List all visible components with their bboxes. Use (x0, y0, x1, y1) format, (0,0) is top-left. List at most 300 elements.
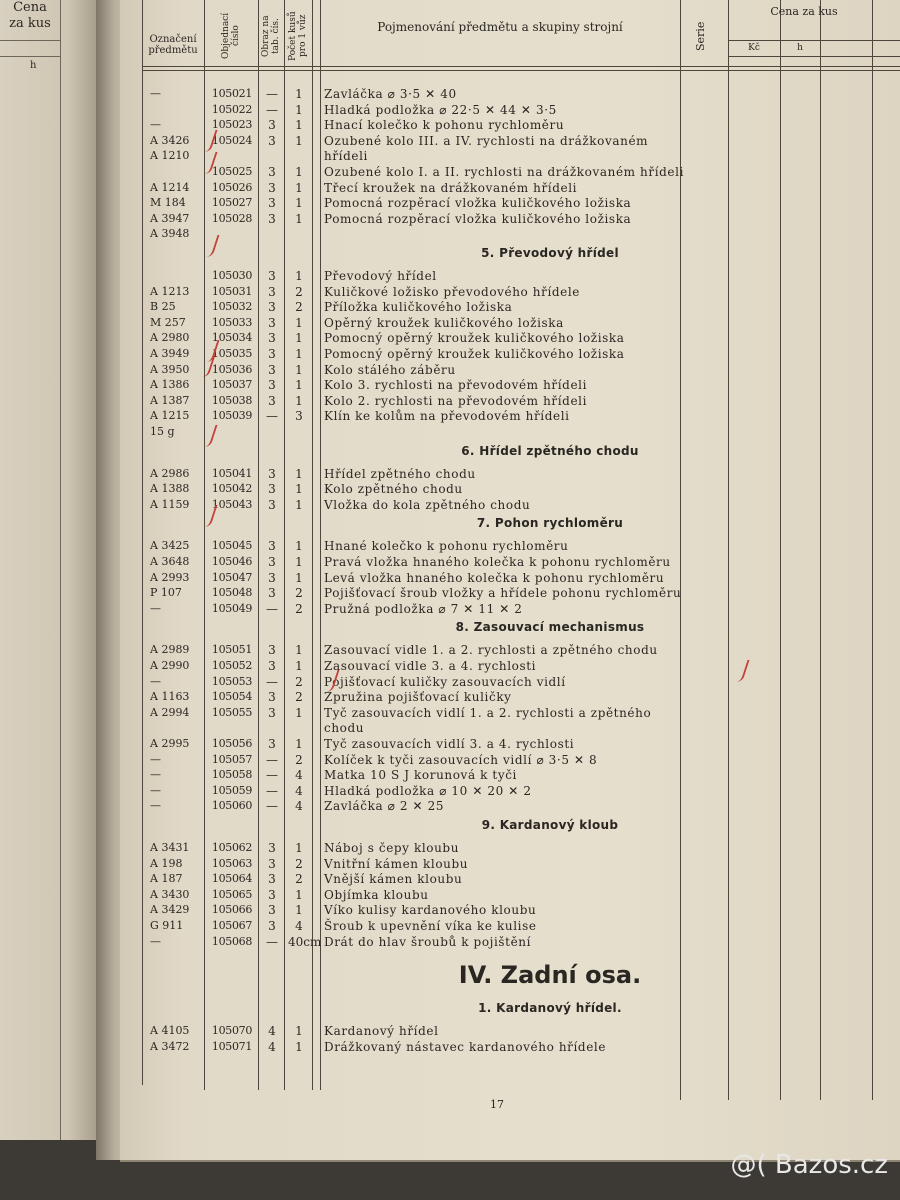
quantity-per-car: 2 (295, 872, 303, 887)
left-page (0, 0, 96, 1140)
part-name: Hnací kolečko k pohonu rychloměru (324, 118, 565, 133)
part-designation: A 187 (150, 872, 183, 886)
table-row (120, 642, 900, 658)
part-name: Pomocná rozpěrací vložka kuličkového ložiska (324, 211, 632, 226)
quantity-per-car: 2 (295, 300, 303, 315)
figure-number: 3 (268, 856, 276, 871)
part-name: Pomocná rozpěrací vložka kuličkového ložiska (324, 196, 632, 211)
part-name: Zpružina pojišťovací kuličky (324, 690, 512, 705)
order-number: 105041 (211, 466, 253, 480)
figure-number: 3 (268, 378, 276, 393)
order-number: 105030 (211, 269, 253, 282)
part-designation: B 25 (150, 300, 176, 314)
figure-number: 3 (268, 118, 276, 133)
part-name: Tyč zasouvacích vidlí 3. a 4. rychlosti (324, 737, 575, 751)
order-number: 105025 (211, 165, 253, 178)
table-row (120, 226, 900, 242)
section-title: 6. Hřídel zpětného chodu (461, 443, 639, 458)
order-number: 105032 (211, 300, 253, 314)
part-name: Kolo stálého záběru (324, 362, 456, 377)
part-name: Ozubené kolo III. a IV. rychlosti na drážkovaném (324, 133, 649, 148)
table-row (120, 934, 900, 950)
part-designation: A 3950 (150, 362, 190, 376)
left-page-header-line (0, 40, 60, 41)
table-row (120, 497, 900, 513)
part-name: Hladká podložka ⌀ 22·5 ✕ 44 ✕ 3·5 (324, 102, 557, 117)
figure-number: — (266, 102, 278, 117)
order-number: 105036 (211, 362, 253, 376)
order-number: 105042 (211, 482, 253, 496)
table-row (120, 346, 900, 362)
quantity-per-car: 1 (295, 393, 303, 408)
quantity-per-car: 40cm (288, 934, 322, 949)
part-name: Hladká podložka ⌀ 10 ✕ 20 ✕ 2 (324, 783, 532, 798)
table-row (120, 268, 900, 284)
table-row (120, 601, 900, 617)
header-serie: Serie (694, 21, 707, 51)
part-designation: — (150, 768, 161, 782)
figure-number: 3 (268, 570, 276, 585)
part-designation: A 1386 (150, 378, 190, 392)
table-row (120, 362, 900, 378)
part-name: Drát do hlav šroubů k pojištění (324, 934, 532, 949)
table-row (120, 871, 900, 887)
quantity-per-car: 1 (295, 737, 303, 751)
figure-number: 4 (268, 1039, 276, 1054)
quantity-per-car: 1 (295, 466, 303, 481)
part-name: Hnané kolečko k pohonu rychloměru (324, 539, 569, 554)
figure-number: — (266, 674, 278, 689)
part-designation: A 2986 (150, 466, 190, 480)
quantity-per-car: 1 (295, 482, 303, 497)
table-row (120, 538, 900, 554)
quantity-per-car: 4 (295, 768, 303, 783)
table-row (120, 117, 900, 133)
figure-number: — (266, 799, 278, 814)
figure-number: 3 (268, 586, 276, 601)
part-name: Příložka kuličkového ložiska (324, 300, 513, 315)
table-row (120, 424, 900, 440)
part-designation: A 1163 (150, 690, 190, 704)
quantity-per-car: 1 (295, 269, 303, 283)
header-rule (142, 70, 900, 71)
table-row (120, 408, 900, 424)
part-designation: A 2990 (150, 659, 190, 672)
left-page-header: Cena za kus (9, 0, 51, 31)
part-designation: — (150, 934, 161, 948)
header-pocet: Počet kusů pro 1 vůz (288, 11, 308, 61)
part-name: chodu (324, 721, 365, 736)
quantity-per-car: 1 (295, 133, 303, 148)
quantity-per-car: 1 (295, 1024, 303, 1039)
figure-number: 3 (268, 555, 276, 569)
part-name: Zasouvací vidle 1. a 2. rychlosti a zpětného chodu (324, 643, 658, 658)
table-row (120, 195, 900, 211)
table-row (120, 377, 900, 393)
figure-number: 3 (268, 841, 276, 855)
table-row (120, 180, 900, 196)
quantity-per-car: 2 (295, 601, 303, 616)
quantity-per-car: 1 (295, 378, 303, 393)
figure-number: 3 (268, 315, 276, 330)
part-name: Objímka kloubu (324, 887, 429, 902)
part-designation: A 3431 (150, 841, 190, 854)
order-number: 105046 (211, 555, 253, 568)
order-number: 105028 (211, 211, 253, 225)
part-designation: A 2995 (150, 737, 190, 750)
order-number: 105031 (211, 284, 253, 298)
table-row (120, 736, 900, 752)
quantity-per-car: 4 (295, 799, 303, 814)
figure-number: 4 (268, 1024, 276, 1039)
order-number: 105021 (211, 87, 253, 100)
part-name: Náboj s čepy kloubu (324, 841, 460, 855)
header-h: h (797, 43, 803, 53)
quantity-per-car: 1 (295, 347, 303, 361)
part-designation: A 3948 (150, 227, 190, 241)
quantity-per-car: 1 (295, 211, 303, 226)
order-number: 105054 (211, 690, 253, 704)
quantity-per-car: 2 (295, 586, 303, 601)
figure-number: 3 (268, 362, 276, 377)
order-number: 105048 (211, 586, 253, 600)
order-number: 105070 (211, 1024, 253, 1038)
section-title: 7. Pohon rychloměru (476, 516, 624, 531)
table-row (120, 705, 900, 721)
figure-number: 3 (268, 180, 276, 195)
figure-number: 3 (268, 466, 276, 481)
order-number: 105024 (211, 133, 253, 147)
figure-number: 3 (268, 133, 276, 148)
quantity-per-car: 3 (295, 409, 303, 424)
header-objednaci: Objednací číslo (221, 12, 241, 60)
section-title: 8. Zasouvací mechanismus (455, 620, 645, 635)
part-name: Ozubené kolo I. a II. rychlosti na drážkovaném hřídeli (324, 165, 685, 179)
table-row (120, 1023, 900, 1039)
part-name: Kolo zpětného chodu (324, 482, 463, 497)
part-name: Vložka do kola zpětného chodu (324, 497, 531, 512)
figure-number: 3 (268, 165, 276, 179)
chapter-title: IV. Zadní osa. (458, 961, 642, 990)
quantity-per-car: 1 (295, 643, 303, 658)
header-rule (728, 40, 900, 41)
quantity-per-car: 1 (295, 497, 303, 512)
part-name: Matka 10 S J korunová k tyči (324, 768, 517, 783)
part-designation: G 911 (150, 919, 184, 932)
part-name: Zavláčka ⌀ 2 ✕ 25 (324, 799, 445, 814)
part-name: Pomocný opěrný kroužek kuličkového ložiska (324, 347, 625, 361)
table-row (120, 902, 900, 918)
part-designation: A 1215 (150, 409, 190, 423)
table-row (120, 798, 900, 814)
part-designation: P 107 (150, 586, 182, 600)
quantity-per-car: 2 (295, 284, 303, 299)
order-number: 105037 (211, 378, 253, 392)
section-title: 5. Převodový hřídel (481, 246, 619, 260)
order-number: 105035 (211, 347, 253, 360)
table-row (120, 148, 900, 164)
section-title: 1. Kardanový hřídel. (478, 1001, 622, 1016)
table-row (120, 856, 900, 872)
part-designation: A 3426 (150, 133, 190, 147)
table-row (120, 1039, 900, 1055)
figure-number: 3 (268, 690, 276, 705)
table-row (120, 783, 900, 799)
quantity-per-car: 2 (295, 752, 303, 767)
figure-number: 3 (268, 482, 276, 497)
quantity-per-car: 1 (295, 539, 303, 554)
quantity-per-car: 1 (295, 165, 303, 179)
table-row (120, 674, 900, 690)
quantity-per-car: 1 (295, 118, 303, 133)
order-number: 105056 (211, 737, 253, 750)
part-name: Zavláčka ⌀ 3·5 ✕ 40 (324, 87, 457, 101)
order-number: 105071 (211, 1039, 253, 1053)
part-designation: — (150, 674, 161, 688)
part-name: Šroub k upevnění víka ke kulise (324, 919, 537, 933)
figure-number: 3 (268, 643, 276, 658)
table-row (120, 330, 900, 346)
table-row (120, 86, 900, 102)
figure-number: — (266, 87, 278, 101)
figure-number: 3 (268, 347, 276, 361)
table-row (120, 689, 900, 705)
part-name: Hřídel zpětného chodu (324, 466, 476, 481)
part-name: Zasouvací vidle 3. a 4. rychlosti (324, 659, 537, 673)
header-oznaceni: Označení předmětu (148, 34, 198, 56)
part-name: Vnitřní kámen kloubu (324, 856, 469, 871)
left-page-subheader: h (30, 60, 37, 71)
quantity-per-car: 1 (295, 331, 303, 346)
header-kc: Kč (748, 43, 760, 53)
table-row (120, 299, 900, 315)
table-row (120, 133, 900, 149)
order-number: 105066 (211, 903, 253, 917)
part-designation: A 3430 (150, 887, 190, 901)
order-number: 105052 (211, 659, 253, 672)
figure-number: — (266, 752, 278, 767)
quantity-per-car: 1 (295, 87, 303, 101)
figure-number: 3 (268, 284, 276, 299)
part-name: Kuličkové ložisko převodového hřídele (324, 284, 581, 299)
part-name: Vnější kámen kloubu (324, 872, 463, 887)
order-number: 105033 (211, 315, 253, 329)
part-name: Pojišťovací kuličky zasouvacích vidlí (324, 674, 566, 689)
catalog-page (120, 0, 900, 1162)
quantity-per-car: 1 (295, 362, 303, 377)
order-number: 105027 (211, 196, 253, 210)
figure-number: — (266, 601, 278, 616)
order-number: 105065 (211, 887, 253, 901)
order-number: 105053 (211, 674, 253, 688)
part-designation: A 2980 (150, 331, 190, 345)
part-designation: A 1388 (150, 482, 190, 496)
part-name: Levá vložka hnaného kolečka k pohonu rychloměru (324, 570, 665, 585)
table-row (120, 887, 900, 903)
quantity-per-car: 2 (295, 856, 303, 871)
quantity-per-car: 1 (295, 659, 303, 673)
part-name: Pružná podložka ⌀ 7 ✕ 11 ✕ 2 (324, 601, 523, 616)
order-number: 105047 (211, 570, 253, 584)
quantity-per-car: 1 (295, 180, 303, 195)
header-cena: Cena za kus (770, 5, 838, 18)
quantity-per-car: 1 (295, 841, 303, 855)
part-designation: A 1213 (150, 284, 190, 298)
table-row (120, 466, 900, 482)
table-row (120, 284, 900, 300)
table-row (120, 658, 900, 674)
order-number: 105063 (211, 856, 253, 870)
part-name: Tyč zasouvacích vidlí 1. a 2. rychlosti a zpětného (324, 705, 652, 720)
table-row (120, 720, 900, 736)
figure-number: — (266, 783, 278, 798)
part-name: Klín ke kolům na převodovém hřídeli (324, 409, 570, 424)
table-row (120, 393, 900, 409)
part-name: Kolo 3. rychlosti na převodovém hřídeli (324, 378, 588, 393)
part-name: Převodový hřídel (324, 269, 437, 283)
figure-number: 3 (268, 887, 276, 902)
quantity-per-car: 1 (295, 315, 303, 330)
table-row (120, 570, 900, 586)
table-row (120, 918, 900, 934)
part-designation: — (150, 799, 161, 813)
table-row (120, 102, 900, 118)
figure-number: 3 (268, 331, 276, 346)
order-number: 105060 (211, 799, 253, 813)
order-number: 105062 (211, 841, 253, 854)
table-row (120, 315, 900, 331)
order-number: 105034 (211, 331, 253, 345)
order-number: 105022 (211, 102, 253, 116)
figure-number: 3 (268, 211, 276, 226)
order-number: 105067 (211, 919, 253, 932)
figure-number: — (266, 934, 278, 949)
table-row (120, 211, 900, 227)
quantity-per-car: 1 (295, 555, 303, 569)
part-designation: 15 g (150, 425, 175, 438)
header-rule (728, 56, 900, 57)
order-number: 105043 (211, 497, 253, 511)
quantity-per-car: 1 (295, 903, 303, 918)
watermark-text: @( Bazos.cz (730, 1150, 888, 1180)
part-designation: A 3425 (150, 539, 190, 553)
part-designation: — (150, 118, 161, 132)
order-number: 105039 (211, 409, 253, 423)
figure-number: 3 (268, 919, 276, 933)
order-number: 105059 (211, 783, 253, 797)
order-number: 105057 (211, 752, 253, 766)
table-row (120, 554, 900, 570)
figure-number: 3 (268, 872, 276, 887)
figure-number: 3 (268, 539, 276, 554)
quantity-per-car: 1 (295, 1039, 303, 1054)
part-designation: A 2994 (150, 705, 190, 719)
part-name: Třecí kroužek na drážkovaném hřídeli (324, 180, 578, 195)
part-designation: A 4105 (150, 1024, 190, 1038)
part-designation: A 2993 (150, 570, 190, 584)
table-row (120, 840, 900, 856)
table-row (120, 767, 900, 783)
part-name: Pravá vložka hnaného kolečka k pohonu rychloměru (324, 555, 671, 569)
quantity-per-car: 1 (295, 705, 303, 720)
order-number: 105064 (211, 872, 253, 886)
part-designation: A 3949 (150, 347, 190, 360)
header-pojmenovani: Pojmenování předmětu a skupiny strojní (377, 20, 623, 34)
part-designation: M 184 (150, 196, 186, 210)
part-designation: A 1214 (150, 180, 190, 194)
order-number: 105038 (211, 393, 253, 407)
part-name: Pomocný opěrný kroužek kuličkového ložiska (324, 331, 625, 346)
part-designation: A 3472 (150, 1039, 190, 1053)
figure-number: 3 (268, 300, 276, 315)
part-designation: A 2989 (150, 643, 190, 657)
figure-number: 3 (268, 497, 276, 512)
part-designation: A 1210 (150, 149, 190, 163)
quantity-per-car: 4 (295, 919, 303, 933)
table-row (120, 481, 900, 497)
quantity-per-car: 1 (295, 570, 303, 585)
part-designation: A 3947 (150, 211, 190, 225)
figure-number: 3 (268, 737, 276, 751)
order-number: 105026 (211, 180, 253, 194)
part-designation: A 3648 (150, 555, 190, 568)
order-number: 105023 (211, 118, 253, 132)
order-number: 105055 (211, 705, 253, 719)
quantity-per-car: 2 (295, 690, 303, 705)
part-name: Kardanový hřídel (324, 1024, 439, 1039)
part-designation: A 1387 (150, 393, 190, 407)
quantity-per-car: 2 (295, 674, 303, 689)
quantity-per-car: 1 (295, 102, 303, 117)
figure-number: — (266, 409, 278, 424)
quantity-per-car: 4 (295, 783, 303, 798)
order-number: 105049 (211, 601, 253, 615)
left-page-header-line (0, 56, 60, 57)
part-designation: — (150, 783, 161, 797)
table-row (120, 164, 900, 180)
order-number: 105045 (211, 539, 253, 553)
part-designation: — (150, 752, 161, 766)
figure-number: 3 (268, 659, 276, 673)
quantity-per-car: 1 (295, 196, 303, 211)
figure-number: 3 (268, 903, 276, 918)
left-page-column-line (60, 0, 61, 1140)
header-obraz: Obraz na tab. čís. (261, 15, 281, 57)
part-name: Pojišťovací šroub vložky a hřídele pohonu rychloměru (324, 586, 682, 601)
figure-number: 3 (268, 269, 276, 283)
section-title: 9. Kardanový kloub (481, 818, 619, 832)
figure-number: 3 (268, 705, 276, 720)
part-designation: A 1159 (150, 497, 190, 511)
part-designation: M 257 (150, 315, 186, 329)
quantity-per-car: 1 (295, 887, 303, 902)
figure-number: 3 (268, 393, 276, 408)
part-designation: A 3429 (150, 903, 190, 917)
part-name: Víko kulisy kardanového kloubu (324, 903, 537, 918)
part-name: hřídeli (324, 149, 368, 164)
figure-number: — (266, 768, 278, 783)
part-name: Drážkovaný nástavec kardanového hřídele (324, 1039, 607, 1054)
figure-number: 3 (268, 196, 276, 211)
part-designation: — (150, 601, 161, 615)
order-number: 105068 (211, 934, 253, 948)
part-designation: — (150, 87, 161, 100)
header-rule (142, 66, 900, 67)
part-name: Kolíček k tyči zasouvacích vidlí ⌀ 3·5 ✕ 8 (324, 752, 598, 767)
table-row (120, 585, 900, 601)
part-name: Kolo 2. rychlosti na převodovém hřídeli (324, 393, 588, 408)
page-number: 17 (490, 1098, 504, 1111)
